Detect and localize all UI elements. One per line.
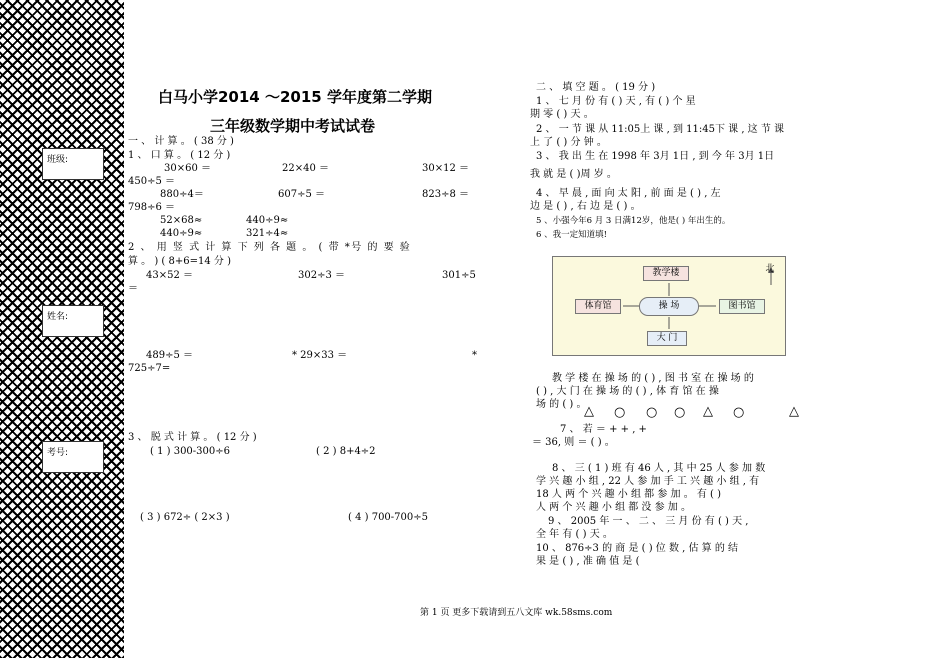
- fill-q9: 9 、 2005 年 一 、 二 、 三 月 份 有 ( ) 天 ,: [548, 516, 749, 527]
- vertical-calc-item: ＝: [128, 283, 138, 294]
- oral-item: 30×12 ＝: [422, 163, 470, 174]
- exam-number-field: [42, 441, 104, 473]
- circle-symbol: ○: [674, 405, 686, 420]
- fill-q1: 1 、 七 月 份 有 ( ) 天 , 有 ( ) 个 星: [536, 96, 696, 107]
- north-indicator: 北: [765, 264, 775, 274]
- vertical-calc-item: * 29×33 ＝: [292, 350, 348, 361]
- oral-item: 880÷4＝: [160, 189, 204, 200]
- q1-heading: 1 、 口 算 。 ( 12 分 ): [128, 150, 231, 161]
- fill-q8-cont3: 人 两 个 兴 趣 小 组 都 没 参 加 。: [536, 502, 691, 513]
- page-footer: 第 1 页 更多下载请到五八文库 wk.58sms.com: [420, 608, 613, 618]
- oral-item: 321÷4≈: [246, 228, 289, 239]
- fill-q7-cont: ＝ 36, 则 ＝ ( ) 。: [532, 437, 615, 448]
- triangle-symbol: △: [789, 404, 799, 419]
- circle-symbol: ○: [646, 405, 658, 420]
- q2-heading: 2 、 用 竖 式 计 算 下 列 各 题 。 ( 带 *号 的 要 验: [128, 242, 412, 253]
- fill-q6-text: 教 学 楼 在 操 场 的 ( ) , 图 书 室 在 操 场 的: [552, 373, 754, 384]
- fill-q10-cont: 果 是 ( ) , 准 确 值 是 (: [536, 556, 640, 567]
- step-calc-item: ( 1 ) 300-300÷6: [150, 446, 230, 457]
- gym-box: 体育馆: [575, 299, 621, 314]
- vertical-calc-item: *: [472, 350, 477, 361]
- section1-heading: 一 、 计 算 。 ( 38 分 ): [128, 136, 234, 147]
- fill-q2: 2 、 一 节 课 从 11:05上 课 , 到 11:45下 课 , 这 节 课: [536, 124, 785, 135]
- fill-q3-cont: 我 就 是 ( )周 岁 。: [530, 169, 617, 180]
- step-calc-item: ( 4 ) 700-700÷5: [348, 512, 428, 523]
- vertical-calc-item: 301÷5: [442, 270, 476, 281]
- oral-item: 607÷5 ＝: [278, 189, 326, 200]
- gate-box: 大 门: [647, 331, 687, 346]
- fill-q5: 5 、小强今年6 月 3 日满12岁，他是( ) 年出生的。: [536, 216, 731, 226]
- playground-box: 操 场: [639, 297, 699, 316]
- school-title: 白马小学2014 ～2015 学年度第二学期: [158, 88, 432, 106]
- vertical-calc-item: 43×52 ＝: [146, 270, 194, 281]
- name-label: 姓名:: [47, 312, 69, 322]
- fill-q6-text-cont: ( ) , 大 门 在 操 场 的 ( ) , 体 育 馆 在 操: [536, 386, 719, 397]
- oral-item: 440÷9≈: [246, 215, 289, 226]
- teaching-building-box: 教学楼: [643, 266, 689, 281]
- triangle-symbol: △: [584, 404, 594, 419]
- oral-item: 30×60 ＝: [164, 163, 212, 174]
- oral-item: 450÷5 ＝: [128, 176, 176, 187]
- fill-q6: 6 、我一定知道填!: [536, 230, 608, 240]
- fill-q2-cont: 上 了 ( ) 分 钟 。: [530, 137, 607, 148]
- oral-item: 22×40 ＝: [282, 163, 330, 174]
- binding-margin: [0, 0, 124, 658]
- exam-title: 三年级数学期中考试试卷: [210, 117, 376, 135]
- campus-map: [552, 256, 786, 356]
- fill-q7: 7 、 若 ＝ + + , +: [560, 424, 647, 435]
- library-box: 图书馆: [719, 299, 765, 314]
- fill-q4: 4 、 早 晨 , 面 向 太 阳 , 前 面 是 ( ) , 左: [536, 188, 721, 199]
- class-label: 班级:: [47, 155, 69, 165]
- step-calc-item: ( 3 ) 672÷ ( 2×3 ): [140, 512, 230, 523]
- circle-symbol: ○: [733, 405, 745, 420]
- fill-q3: 3 、 我 出 生 在 1998 年 3月 1日 , 到 今 年 3月 1日: [536, 151, 775, 162]
- circle-symbol: ○: [614, 405, 626, 420]
- oral-item: 440÷9≈: [160, 228, 203, 239]
- name-field: [42, 305, 104, 337]
- fill-q10: 10 、 876÷3 的 商 是 ( ) 位 数 , 估 算 的 结: [536, 543, 739, 554]
- fill-q9-cont: 全 年 有 ( ) 天 。: [536, 529, 613, 540]
- fill-q8-cont: 学 兴 趣 小 组 , 22 人 参 加 手 工 兴 趣 小 组 , 有: [536, 476, 760, 487]
- oral-item: 52×68≈: [160, 215, 203, 226]
- oral-item: 823÷8 ＝: [422, 189, 470, 200]
- fill-q8-cont2: 18 人 两 个 兴 趣 小 组 都 参 加 。 有 ( ): [536, 489, 722, 500]
- triangle-symbol: △: [703, 404, 713, 419]
- vertical-calc-item: 489÷5 ＝: [146, 350, 194, 361]
- q3-heading: 3 、 脱 式 计 算 。 ( 12 分 ): [128, 432, 257, 443]
- exam-number-label: 考号:: [47, 448, 69, 458]
- section2-heading: 二 、 填 空 题 。 ( 19 分 ): [536, 82, 656, 93]
- fill-q4-cont: 边 是 ( ) , 右 边 是 ( ) 。: [530, 201, 641, 212]
- class-field: [42, 148, 104, 180]
- q2-heading-cont: 算 。 ) ( 8+6=14 分 ): [128, 256, 231, 267]
- fill-q6-text-end: 场 的 ( ) 。: [536, 399, 587, 410]
- step-calc-item: ( 2 ) 8+4÷2: [316, 446, 376, 457]
- vertical-calc-item: 725÷7=: [128, 363, 171, 374]
- oral-item: 798÷6 ＝: [128, 202, 176, 213]
- fill-q8: 8 、 三 ( 1 ) 班 有 46 人 , 其 中 25 人 参 加 数: [552, 463, 766, 474]
- vertical-calc-item: 302÷3 ＝: [298, 270, 346, 281]
- fill-q1-cont: 期 零 ( ) 天 。: [530, 109, 594, 120]
